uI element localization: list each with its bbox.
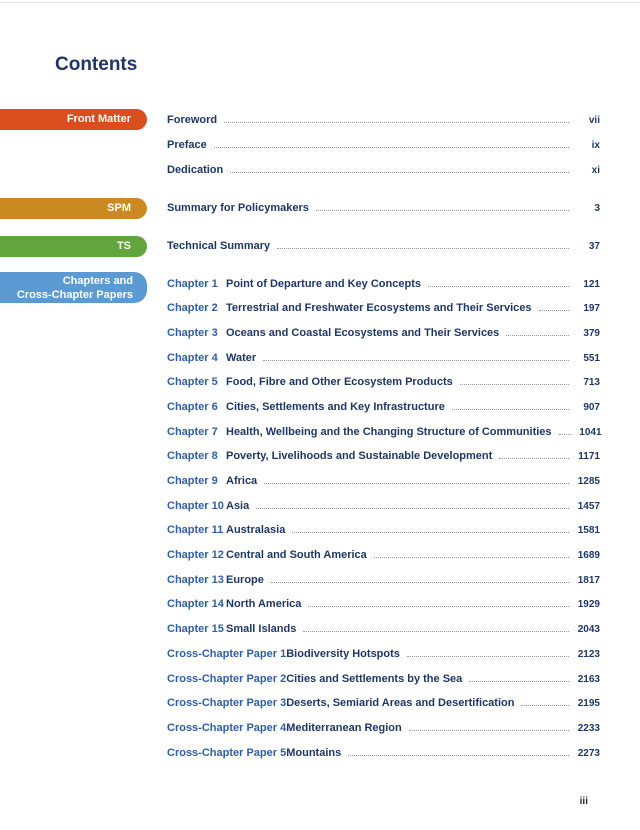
cross-chapter-paper-entries	[167, 642, 600, 765]
toc-entry-page-number: xi	[591, 164, 600, 176]
toc-entry-page-number: 2123	[577, 649, 600, 660]
dot-leader	[409, 730, 569, 731]
toc-entry-page-number: vii	[588, 114, 600, 126]
toc-entry[interactable]	[167, 617, 600, 642]
toc-entry-page-number: 2273	[577, 747, 600, 759]
toc-entry-label: Cross-Chapter Paper 5	[167, 746, 287, 759]
toc-entry[interactable]	[167, 108, 600, 133]
toc-entry-title: Health, Wellbeing and the Changing Structure of Communities	[226, 425, 552, 438]
toc-entry-title: Asia	[226, 499, 250, 512]
toc-entry-label: Chapter 11	[167, 524, 224, 537]
dot-leader	[264, 483, 569, 484]
toc-entry-page-number: ix	[591, 139, 600, 151]
toc-entry[interactable]	[167, 395, 600, 420]
toc-entry[interactable]	[167, 272, 600, 297]
toc-entry-page-number: 1041	[579, 426, 602, 438]
toc-entry[interactable]	[167, 518, 600, 543]
dot-leader	[316, 210, 569, 211]
spm-entries	[167, 196, 600, 221]
toc-entry-label: Chapter 10	[167, 499, 224, 512]
toc-entry-title: Foreword	[167, 113, 218, 126]
dot-leader	[499, 458, 569, 459]
toc-entry-title: Food, Fibre and Other Ecosystem Products	[226, 376, 453, 389]
toc-entry[interactable]	[167, 234, 600, 259]
dot-leader	[263, 360, 569, 361]
page-title: Contents	[55, 54, 138, 75]
toc-entry-title: Australasia	[226, 524, 286, 537]
toc-entry-label: Chapter 5	[167, 376, 218, 389]
toc-entry[interactable]	[167, 420, 600, 445]
toc-entry-title: Biodiversity Hotspots	[286, 648, 400, 660]
toc-entry-page-number: 1171	[578, 451, 600, 463]
toc-entry[interactable]	[167, 691, 600, 716]
toc-entry-label: Chapter 14	[167, 598, 224, 611]
dot-leader	[348, 755, 569, 756]
toc-entry[interactable]	[167, 667, 600, 692]
toc-entry-title: Preface	[167, 138, 207, 151]
dot-leader	[539, 310, 570, 311]
dot-leader	[277, 248, 569, 249]
toc-entry[interactable]	[167, 494, 600, 519]
toc-entry-label: Chapter 6	[167, 400, 218, 413]
dot-leader	[230, 172, 569, 173]
dot-leader	[256, 508, 569, 509]
toc-entry-title: Dedication	[167, 163, 224, 176]
front-matter-entries	[167, 108, 600, 183]
dot-leader	[469, 681, 569, 682]
toc-entry-title: Oceans and Coastal Ecosystems and Their Services	[226, 326, 500, 339]
chapters-badge	[0, 272, 147, 303]
toc-entry-label: Chapter 8	[167, 450, 218, 463]
toc-entry[interactable]	[167, 716, 600, 741]
toc-entry-page-number: 1929	[577, 599, 600, 611]
toc-entry-title: Water	[226, 351, 257, 364]
toc-entry-page-number: 2233	[577, 723, 600, 735]
toc-entry-page-number: 1689	[577, 550, 600, 562]
toc-entry-page-number: 1581	[577, 525, 600, 537]
toc-entry[interactable]	[167, 592, 600, 617]
toc-entry-title: Central and South America	[226, 549, 367, 562]
toc-entry[interactable]	[167, 133, 600, 158]
toc-entry[interactable]	[167, 296, 600, 321]
toc-entry-page-number: 2195	[577, 698, 600, 710]
dot-leader	[224, 122, 569, 123]
toc-entry-label: Chapter 3	[167, 326, 218, 339]
toc-entry-label: Chapter 4	[167, 351, 218, 364]
toc-entry-title: Cities and Settlements by the Sea	[286, 672, 463, 685]
toc-entry-page-number: 713	[583, 377, 600, 389]
dot-leader	[271, 582, 569, 583]
toc-entry-page-number: 551	[583, 352, 600, 364]
dot-leader	[428, 286, 569, 287]
dot-leader	[374, 557, 569, 558]
dot-leader	[460, 384, 569, 385]
dot-leader	[452, 409, 569, 410]
toc-entry-title: Mediterranean Region	[286, 722, 402, 735]
toc-entry-label: Cross-Chapter Paper 3	[167, 697, 287, 710]
footer-page-number: iii	[579, 796, 588, 807]
toc-entry-label: Chapter 1	[167, 277, 218, 290]
toc-entry-label: Chapter 2	[167, 302, 218, 315]
toc-entry-page-number: 1285	[577, 476, 600, 487]
toc-entry-label: Chapter 12	[167, 549, 224, 562]
toc-entry-page-number: 907	[583, 401, 600, 413]
ts-entries	[167, 234, 600, 259]
toc-entry-page-number: 379	[583, 327, 600, 339]
toc-entry-label: Chapter 9	[167, 475, 218, 487]
toc-entry-page-number: 197	[583, 303, 600, 315]
toc-entry-title: Small Islands	[226, 623, 297, 636]
chapters-badge-line2: Cross-Chapter Papers	[16, 289, 133, 301]
toc-entry-page-number: 37	[588, 240, 600, 252]
dot-leader	[506, 335, 569, 336]
toc-entry-page-number: 2043	[577, 624, 600, 636]
dot-leader	[559, 434, 571, 435]
toc-entry[interactable]	[167, 346, 600, 371]
toc-entry-title: Point of Departure and Key Concepts	[226, 277, 421, 290]
chapters-badge-line1: Chapters and	[62, 275, 133, 287]
toc-entry-title: Deserts, Semiarid Areas and Desertification	[286, 697, 515, 710]
dot-leader	[308, 606, 569, 607]
toc-entry[interactable]	[167, 158, 600, 183]
page-edge-line	[0, 2, 640, 3]
toc-entry-page-number: 1457	[577, 500, 600, 512]
dot-leader	[521, 705, 569, 706]
toc-entry-page-number: 121	[583, 278, 600, 290]
toc-entry[interactable]	[167, 642, 600, 667]
toc-entry-page-number: 2163	[577, 673, 600, 685]
toc-entry[interactable]	[167, 444, 600, 469]
toc-entry[interactable]	[167, 370, 600, 395]
chapter-entries	[167, 272, 600, 642]
dot-leader	[292, 532, 569, 533]
toc-entry-title: North America	[226, 598, 302, 611]
toc-entry-page-number: 1817	[577, 574, 600, 586]
toc-entry-page-number: 3	[594, 202, 600, 214]
toc-entry-title: Terrestrial and Freshwater Ecosystems and Their Services	[226, 302, 532, 315]
dot-leader	[407, 656, 569, 657]
toc-entry-title: Africa	[226, 475, 258, 487]
toc-entry-title: Poverty, Livelihoods and Sustainable Development	[226, 450, 493, 463]
toc-entry-label: Chapter 13	[167, 573, 224, 586]
dot-leader	[303, 631, 569, 632]
toc-entry-title: Technical Summary	[167, 239, 271, 252]
toc-entry[interactable]	[167, 741, 600, 766]
toc-entry[interactable]	[167, 568, 600, 593]
front-matter-badge: Front Matter	[0, 109, 147, 130]
toc-entry-title: Mountains	[286, 746, 342, 759]
toc-entry[interactable]	[167, 196, 600, 221]
ts-badge: TS	[0, 236, 147, 257]
toc-entry-title: Europe	[226, 573, 264, 586]
toc-entry-label: Chapter 7	[167, 425, 218, 438]
dot-leader	[214, 147, 569, 148]
toc-entry-label: Cross-Chapter Paper 2	[167, 672, 287, 685]
toc-entry[interactable]	[167, 321, 600, 346]
spm-badge: SPM	[0, 198, 147, 219]
toc-entry[interactable]	[167, 469, 600, 494]
toc-entry[interactable]	[167, 543, 600, 568]
toc-entry-title: Summary for Policymakers	[167, 201, 309, 214]
toc-entry-label: Cross-Chapter Paper 1	[167, 648, 287, 660]
toc-entry-label: Cross-Chapter Paper 4	[167, 722, 287, 735]
toc-entry-title: Cities, Settlements and Key Infrastructure	[226, 400, 445, 413]
toc-entry-label: Chapter 15	[167, 623, 224, 636]
